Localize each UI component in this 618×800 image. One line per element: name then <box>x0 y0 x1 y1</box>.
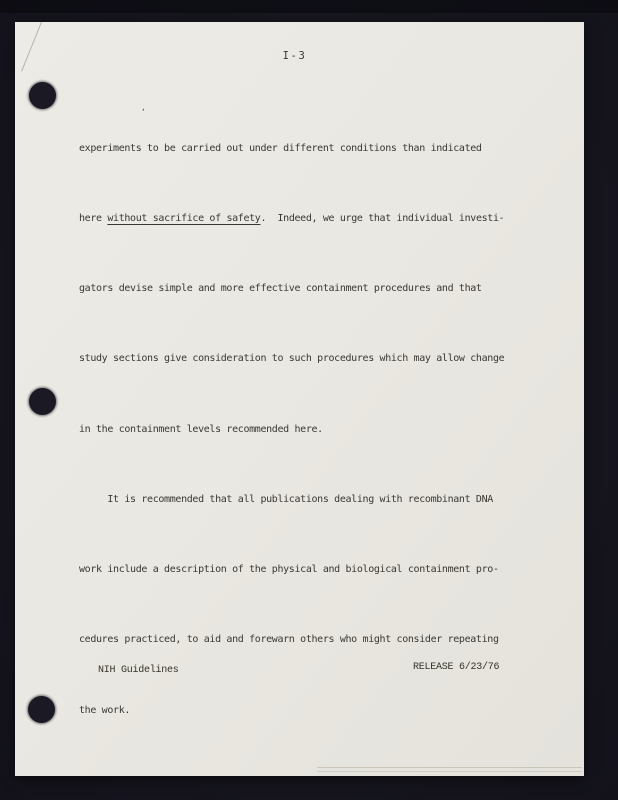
body-line: It is recommended that all publications dealing with recombinant DNA <box>79 493 493 505</box>
body-line: gators devise simple and more effective containment procedures and that <box>79 283 482 295</box>
underlined-phrase: without sacrifice of safety <box>107 213 261 225</box>
punch-hole-middle <box>29 388 56 415</box>
body-line: the work. <box>79 704 131 716</box>
footer-document-title: NIH Guidelines <box>98 665 179 676</box>
underlying-page-edges <box>317 767 582 772</box>
body-line <box>79 207 504 230</box>
body-line: study sections give consideration to such procedures which may allow change <box>79 353 505 365</box>
punch-hole-bottom <box>28 696 55 723</box>
paper-crease <box>21 22 42 72</box>
footer-release-date: RELEASE 6/23/76 <box>413 662 500 673</box>
body-text-segment: here <box>79 213 108 225</box>
page-number: I-3 <box>282 50 307 62</box>
punch-hole-top <box>29 82 56 109</box>
body-text-segment: . Indeed, we urge that individual investi- <box>260 213 505 225</box>
scan-edge-strip <box>0 0 618 13</box>
body-line: cedures practiced, to aid and forewarn others who might consider repeating <box>79 634 499 646</box>
body-line: work include a description of the physical and biological containment pro- <box>79 564 499 576</box>
body-line: experiments to be carried out under different conditions than indicated <box>79 142 482 154</box>
typewriter-stray-mark: , <box>141 103 146 112</box>
body-line: in the containment levels recommended here. <box>79 423 323 435</box>
document-page <box>15 22 584 776</box>
